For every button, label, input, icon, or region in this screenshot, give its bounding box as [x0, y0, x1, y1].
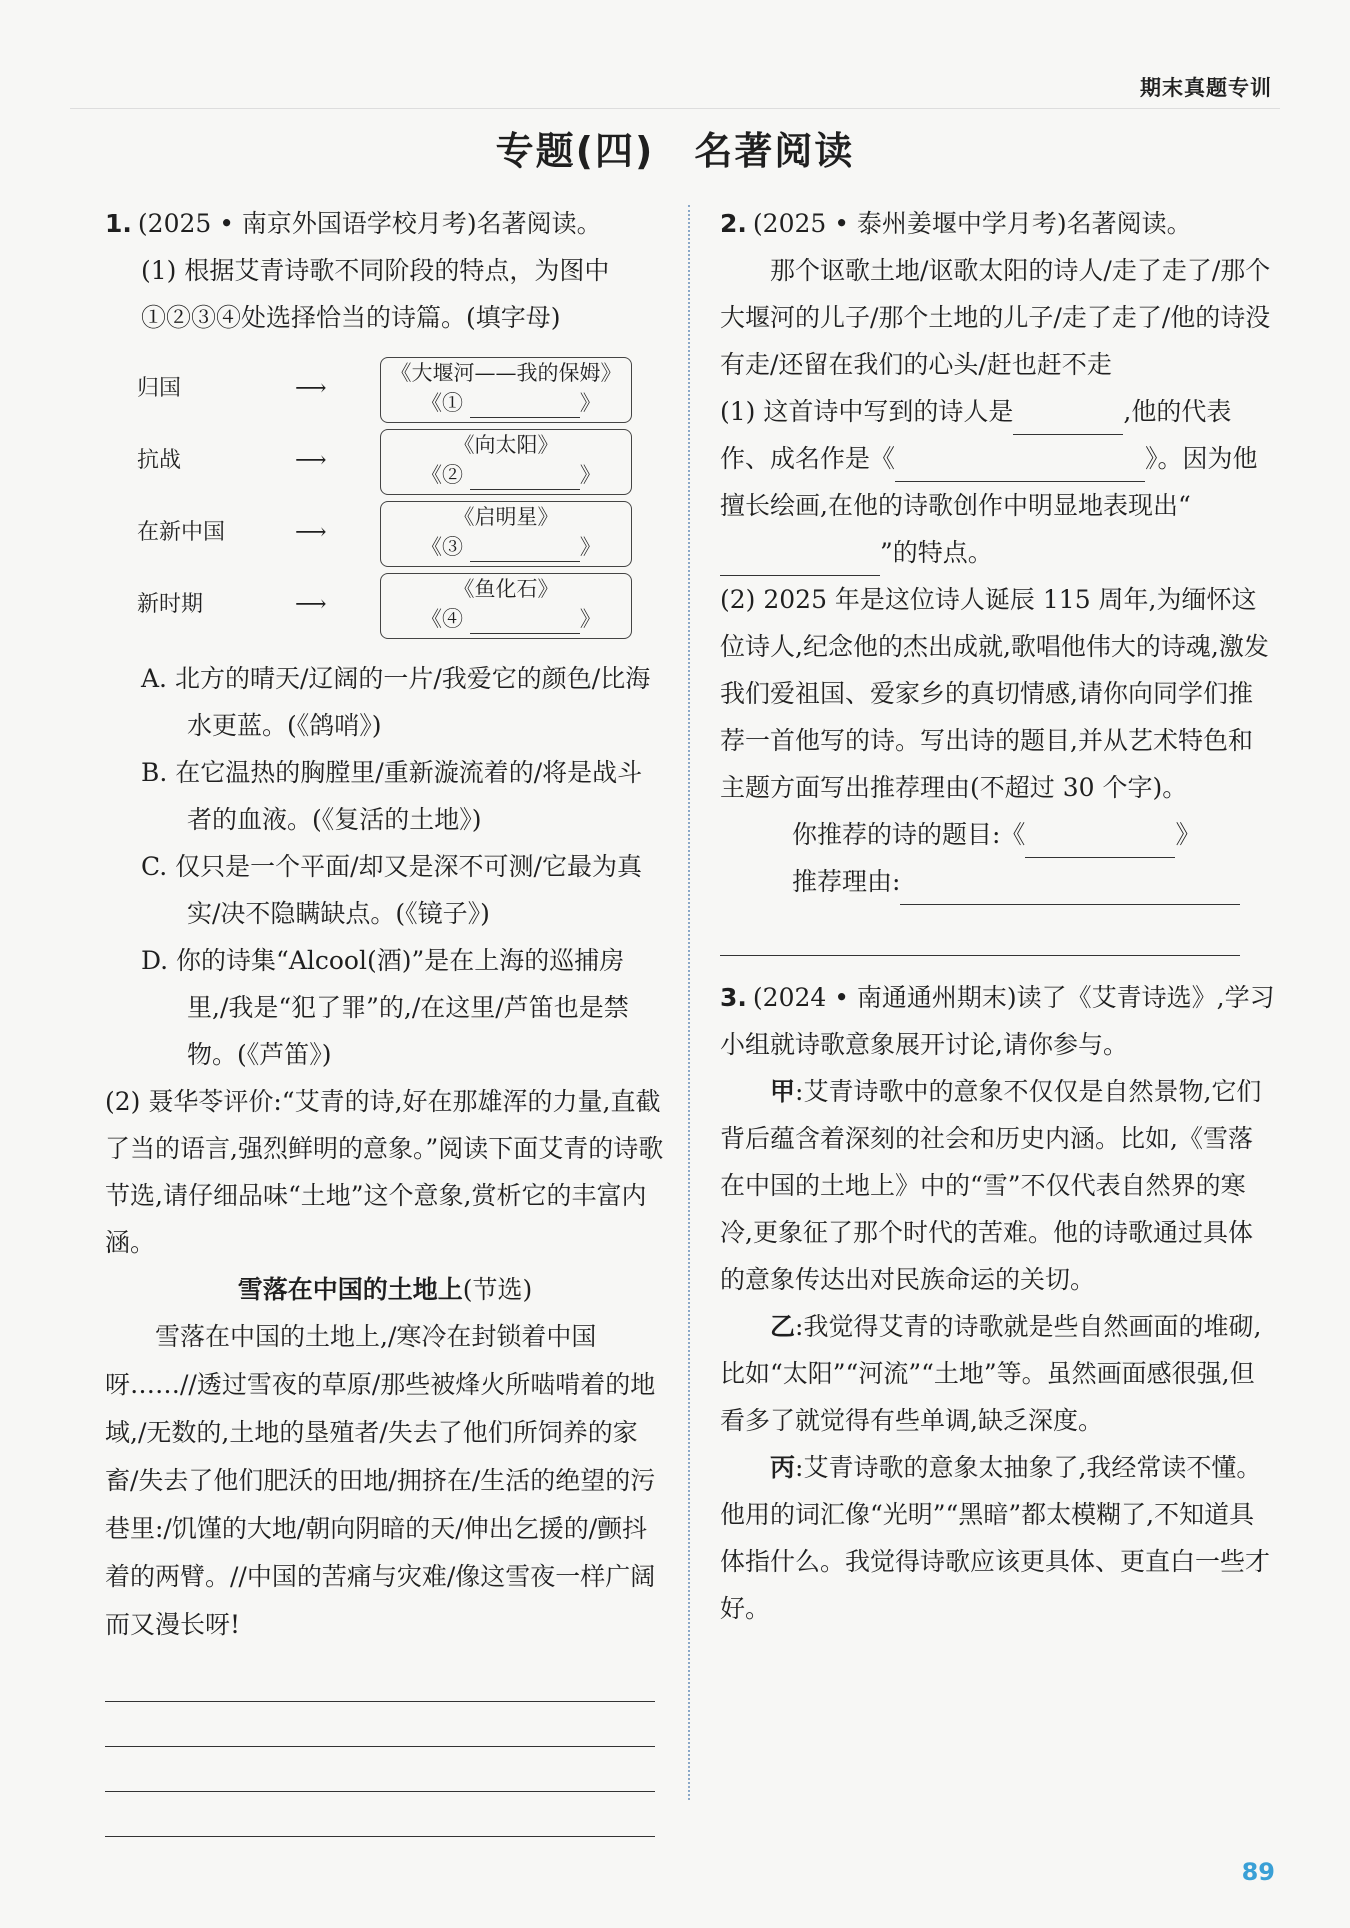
arrow-icon: ⟶: [295, 448, 327, 473]
masterpiece-blank[interactable]: [895, 451, 1145, 482]
answer-line[interactable]: [105, 1657, 655, 1702]
column-divider: [688, 205, 690, 1800]
q1-intro-text: (2025 • 南京外国语学校月考)名著阅读。: [137, 209, 602, 238]
answer-blank-4[interactable]: [470, 611, 580, 634]
q2-poem: 那个讴歌土地/讴歌太阳的诗人/走了走了/那个大堰河的儿子/那个土地的儿子/走了走了/他的诗没有走/还留在我们的心头/赶也赶不走: [720, 256, 1271, 379]
q2-sub2: (2) 2025 年是这位诗人诞辰 115 周年,为缅怀这位诗人,纪念他的杰出成就,歌唱他伟大的诗魂,激发我们爱祖国、爱家乡的真切情感,请你向同学们推荐一首他写的诗。写出诗的题目,并从艺术特色和主题方面写出推荐理由(不超过 30 个字)。: [720, 585, 1269, 802]
q1-sub2: (2) 聂华苓评价:“艾青的诗,好在那雄浑的力量,直截了当的语言,强烈鲜明的意象。”阅读下面艾青的诗歌节选,请仔细品味“土地”这个意象,赏析它的丰富内涵。: [105, 1087, 664, 1257]
dialogue-text: :我觉得艾青的诗歌就是些自然画面的堆砌,比如“太阳”“河流”“土地”等。虽然画面感很强,但看多了就觉得有些单调,缺乏深度。: [720, 1312, 1262, 1435]
q2-intro: [720, 200, 1275, 247]
answer-lines: [105, 1657, 665, 1837]
speaker-label: 丙: [770, 1453, 796, 1482]
arrow-icon: ⟶: [295, 520, 327, 545]
bracket-close: 》: [579, 607, 601, 631]
diagram-row-2: [105, 429, 625, 497]
speaker-label: 乙: [770, 1312, 796, 1341]
feature-blank[interactable]: [720, 545, 880, 576]
answer-line[interactable]: [105, 1792, 655, 1837]
option-d: D. 你的诗集“Alcool(酒)”是在上海的巡捕房里,/我是“犯了罪”的,/在这里/芦笛也是禁物。(《芦笛》): [141, 946, 629, 1069]
speaker-label: 甲: [770, 1077, 796, 1106]
recommend-title-row: [720, 811, 1275, 858]
poem-heading-title: 雪落在中国的土地上: [237, 1275, 463, 1304]
answer-blank-1[interactable]: [470, 395, 580, 418]
recommend-reason-row: [720, 858, 1275, 905]
arrow-icon: ⟶: [295, 592, 327, 617]
poem-excerpt: 雪落在中国的土地上,/寒冷在封锁着中国呀……//透过雪夜的草原/那些被烽火所啮啃着的地域,/无数的,土地的垦殖者/失去了他们所饲养的家畜/失去了他们肥沃的田地/拥挤在/生活的绝望的污巷里:/饥馑的大地/朝向阴暗的天/伸出乞援的/颤抖着的两臂。//中国的苦痛与灾难/像这雪夜一样广阔而又漫长呀!: [105, 1322, 656, 1639]
header-rule: [70, 108, 1280, 109]
blank-label: 《④: [421, 607, 463, 631]
poem-title: 《向太阳》: [453, 433, 559, 457]
stage-label: 归国: [137, 376, 182, 401]
dialogue-bing: [720, 1444, 1275, 1632]
section-header: 期末真题专训: [1140, 76, 1272, 100]
poet-blank[interactable]: [1013, 404, 1123, 435]
recommend-title-label: 你推荐的诗的题目:《: [792, 820, 1026, 849]
poem-box: [380, 429, 632, 495]
q3-intro: [720, 974, 1275, 1068]
option-c: C. 仅只是一个平面/却又是深不可测/它最为真实/决不隐瞒缺点。(《镜子》): [141, 852, 642, 928]
left-column: [105, 200, 665, 1837]
q2-sub1-text: 》。因为他擅长绘画,在他的诗歌创作中明显地表现出“: [720, 444, 1258, 520]
answer-line[interactable]: [105, 1747, 655, 1792]
answer-line[interactable]: [720, 911, 1240, 956]
q2-number: 2.: [720, 209, 747, 238]
dialogue-jia: [720, 1068, 1275, 1303]
title-part1: 专题(四): [495, 129, 655, 173]
poem-box: [380, 501, 632, 567]
poem-title: 《大堰河——我的保姆》: [390, 361, 622, 385]
bracket-close: 》: [579, 535, 601, 559]
poem-box: [380, 357, 632, 423]
page-number: 89: [1241, 1858, 1275, 1886]
diagram-row-1: [105, 357, 625, 425]
q2-sub1-text: ”的特点。: [880, 538, 993, 567]
q2-sub1-text: (1) 这首诗中写到的诗人是: [720, 397, 1014, 426]
dialogue-text: :艾青诗歌中的意象不仅仅是自然景物,它们背后蕴含着深刻的社会和历史内涵。比如,《雪落在中国的土地上》中的“雪”不仅代表自然界的寒冷,更象征了那个时代的苦难。他的诗歌通过具体的意象传达出对民族命运的关切。: [720, 1077, 1262, 1294]
dialogue-text: :艾青诗歌的意象太抽象了,我经常读不懂。他用的词汇像“光明”“黑暗”都太模糊了,不知道具体指什么。我觉得诗歌应该更具体、更直白一些才好。: [720, 1453, 1271, 1623]
recommend-title-blank[interactable]: [1025, 827, 1175, 858]
q1-number: 1.: [105, 209, 132, 238]
q3-intro-text: (2024 • 南通通州期末)读了《艾青诗选》,学习小组就诗歌意象展开讨论,请你参与。: [720, 983, 1275, 1059]
q3-number: 3.: [720, 983, 747, 1012]
title-part2: 名著阅读: [694, 129, 855, 173]
poem-box: [380, 573, 632, 639]
blank-label: 《③: [421, 535, 463, 559]
q2-intro-text: (2025 • 泰州姜堰中学月考)名著阅读。: [752, 209, 1192, 238]
bracket-close: 》: [579, 463, 601, 487]
bracket-close: 》: [579, 391, 601, 415]
answer-blank-3[interactable]: [470, 539, 580, 562]
option-a: A. 北方的晴天/辽阔的一片/我爱它的颜色/比海水更蓝。(《鸽哨》): [141, 664, 651, 740]
stage-label: 抗战: [137, 448, 182, 473]
diagram-row-4: [105, 573, 625, 641]
page-title: [0, 120, 1350, 175]
blank-label: 《①: [421, 391, 463, 415]
answer-line[interactable]: [105, 1702, 655, 1747]
right-column: [720, 200, 1275, 1632]
dialogue-yi: [720, 1303, 1275, 1444]
answer-blank-2[interactable]: [470, 467, 580, 490]
recommend-reason-label: 推荐理由:: [792, 867, 901, 896]
arrow-icon: ⟶: [295, 376, 327, 401]
q2-sub1: [720, 388, 1275, 576]
stage-label: 在新中国: [137, 520, 226, 545]
stage-label: 新时期: [137, 592, 204, 617]
bracket-close: 》: [1175, 820, 1201, 849]
poem-title: 《鱼化石》: [453, 577, 559, 601]
stage-diagram: [105, 349, 665, 649]
q1-sub1: (1) 根据艾青诗歌不同阶段的特点，为图中①②③④处选择恰当的诗篇。(填字母): [141, 256, 610, 332]
poem-heading: [105, 1266, 665, 1313]
q2-sub1-text: ,他的代表作、成名作是《: [720, 397, 1232, 473]
q1-intro: [105, 200, 665, 247]
poem-title: 《启明星》: [453, 505, 559, 529]
recommend-reason-blank[interactable]: [900, 874, 1240, 905]
diagram-row-3: [105, 501, 625, 569]
poem-heading-sub: (节选): [462, 1275, 533, 1304]
option-b: B. 在它温热的胸膛里/重新漩流着的/将是战斗者的血液。(《复活的土地》): [141, 758, 643, 834]
blank-label: 《②: [421, 463, 463, 487]
